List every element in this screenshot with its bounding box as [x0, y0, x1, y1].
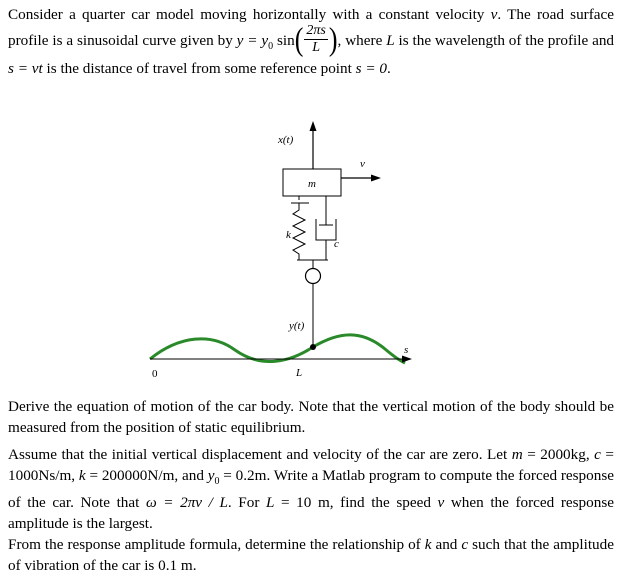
eq-sin: sin — [273, 31, 295, 49]
label-x: x(t) — [278, 134, 294, 146]
var-v: v — [490, 6, 498, 23]
eq-omega: ω = 2πv / L — [145, 494, 228, 512]
intro-text: Consider a quarter car model moving horizontally with a constant velocity — [8, 6, 491, 23]
label-y: y(t) — [289, 320, 305, 332]
question-text: = 0.2m. Write a Matlab program to compute the forced response of the car. Note that — [8, 467, 614, 512]
question-text: and — [431, 536, 462, 553]
label-zero: 0 — [152, 368, 158, 380]
var-k: k — [78, 467, 86, 484]
s-axis-head — [402, 356, 412, 363]
intro-text: , where — [337, 31, 387, 49]
eq-sub: 0 — [268, 41, 274, 53]
wheel — [306, 269, 321, 284]
label-L: L — [296, 367, 303, 379]
eq-lhs: y = y — [236, 31, 269, 49]
var-L: L — [386, 31, 395, 49]
question-text: From the response amplitude formula, determine the relationship of — [8, 536, 425, 553]
question-text: Assume that the initial vertical displacement and velocity of the car are zero. Let — [8, 446, 512, 463]
paren-right: ) — [328, 20, 338, 57]
question-relationship — [8, 534, 614, 576]
var-v: v — [437, 494, 445, 512]
spring — [293, 203, 305, 260]
label-c: c — [334, 238, 339, 250]
var-k: k — [424, 536, 432, 553]
question-text: = 200000N/m, and — [85, 467, 208, 484]
question-text: such that the amplitude of vibration of the car is 0.1 m. — [8, 536, 614, 574]
question-text: = 2000kg, — [522, 446, 595, 463]
intro-text: . — [387, 60, 391, 77]
var-y0-sub: 0 — [214, 476, 220, 488]
question-matlab — [8, 444, 614, 534]
frac-num: 2πs — [306, 23, 326, 38]
label-m: m — [308, 178, 316, 190]
question-text: . For — [227, 494, 266, 512]
var-L: L — [265, 494, 275, 512]
intro-text: . The road surface profile is a sinusoidal curve given by — [8, 6, 615, 49]
question-text: when the forced response amplitude is the largest. — [8, 494, 614, 533]
question-text: Derive the equation of motion of the car body. Note that the vertical motion of the body should be measured from the position of static equilibrium. — [8, 398, 614, 436]
x-arrow-head — [310, 121, 317, 131]
var-y0: y — [207, 467, 215, 484]
label-k: k — [286, 229, 291, 241]
paren-left: ( — [294, 20, 304, 57]
frac-den: L — [312, 40, 321, 55]
label-s: s — [404, 344, 409, 356]
eq-s0: s = 0 — [355, 60, 387, 77]
label-v: v — [360, 158, 365, 170]
eq-svt: s = vt — [8, 60, 43, 77]
question-derive — [8, 396, 614, 438]
contact-point — [310, 344, 316, 350]
var-c: c — [594, 446, 601, 463]
var-m: m — [511, 446, 523, 463]
intro-text: is the wavelength of the profile and — [394, 31, 615, 49]
v-arrow-head — [371, 175, 381, 182]
intro-text: is the distance of travel from some reference point — [42, 60, 356, 77]
question-text: = 10 m, find the speed — [274, 494, 438, 512]
var-c: c — [461, 536, 469, 553]
question-text: = 1000Ns/m, — [8, 446, 614, 484]
